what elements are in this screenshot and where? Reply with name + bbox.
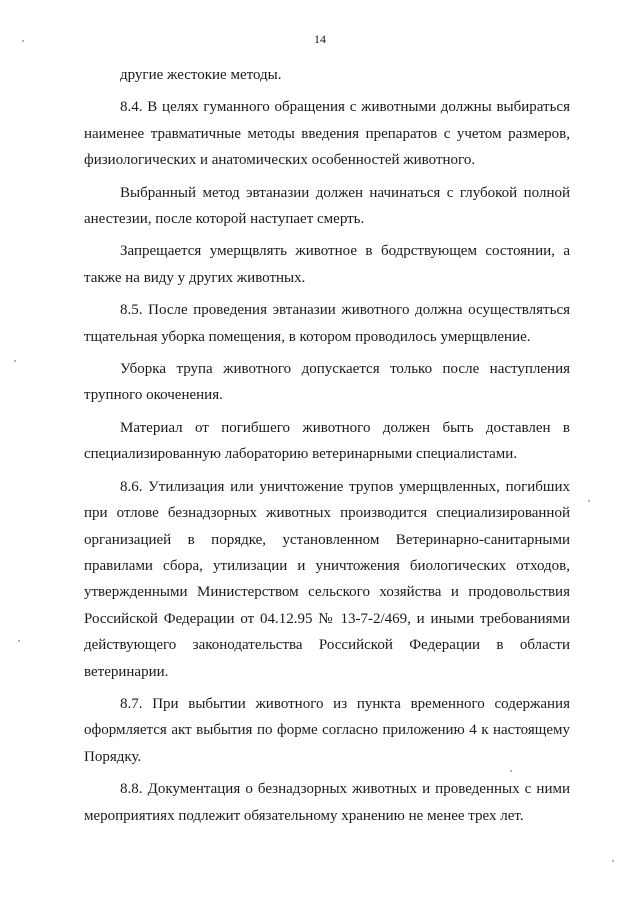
scan-speck	[22, 40, 24, 42]
scan-speck	[510, 770, 512, 772]
scan-speck	[588, 500, 590, 502]
page-number: 14	[314, 32, 326, 46]
scan-speck	[14, 360, 16, 362]
scan-speck	[612, 860, 614, 862]
scan-speck	[18, 640, 20, 642]
paragraph-8-7: 8.7. При выбытии животного из пункта временного содержания оформляется акт выбытия по форме согласно приложению 4 к настоящему Порядку.	[84, 695, 570, 765]
paragraph-8-6: 8.6. Утилизация или уничтожение трупов умерщвленных, погибших при отлове безнадзорных животных производится специализированной организацией в порядке, установленном Ветеринарно-санитарными правилами сбора, утилизации и уничтожения биологических отходов, утвержденными Министерством сельского хозяйства и продовольствия Российской Федерации от 04.12.95 № 13-7-2/469, и иными требованиями действующего законодательства Российской Федерации в области ветеринарии.	[84, 478, 570, 680]
document-body	[84, 62, 570, 835]
paragraph-8-5: 8.5. После проведения эвтаназии животного должна осуществляться тщательная уборка помещения, в котором проводилось умерщвление.	[84, 302, 570, 345]
paragraph-8-8: 8.8. Документация о безнадзорных животных и проведенных с ними мероприятиях подлежит обязательному хранению не менее трех лет.	[84, 781, 570, 824]
paragraph-carcass-removal: Уборка трупа животного допускается только после наступления трупного окоченения.	[84, 361, 570, 404]
paragraph-euthanasia-method: Выбранный метод эвтаназии должен начинаться с глубокой полной анестезии, после которой наступает смерть.	[84, 184, 570, 228]
paragraph-continuation: другие жестокие методы.	[120, 67, 282, 83]
paragraph-8-4: 8.4. В целях гуманного обращения с животными должны выбираться наименее травматичные методы введения препаратов с учетом размеров, физиологических и анатомических особенностей животного.	[84, 99, 570, 169]
paragraph-prohibition: Запрещается умерщвлять животное в бодрствующем состоянии, а также на виду у других животных.	[84, 243, 570, 286]
paragraph-lab-material: Материал от погибшего животного должен быть доставлен в специализированную лабораторию ветеринарными специалистами.	[84, 419, 570, 463]
